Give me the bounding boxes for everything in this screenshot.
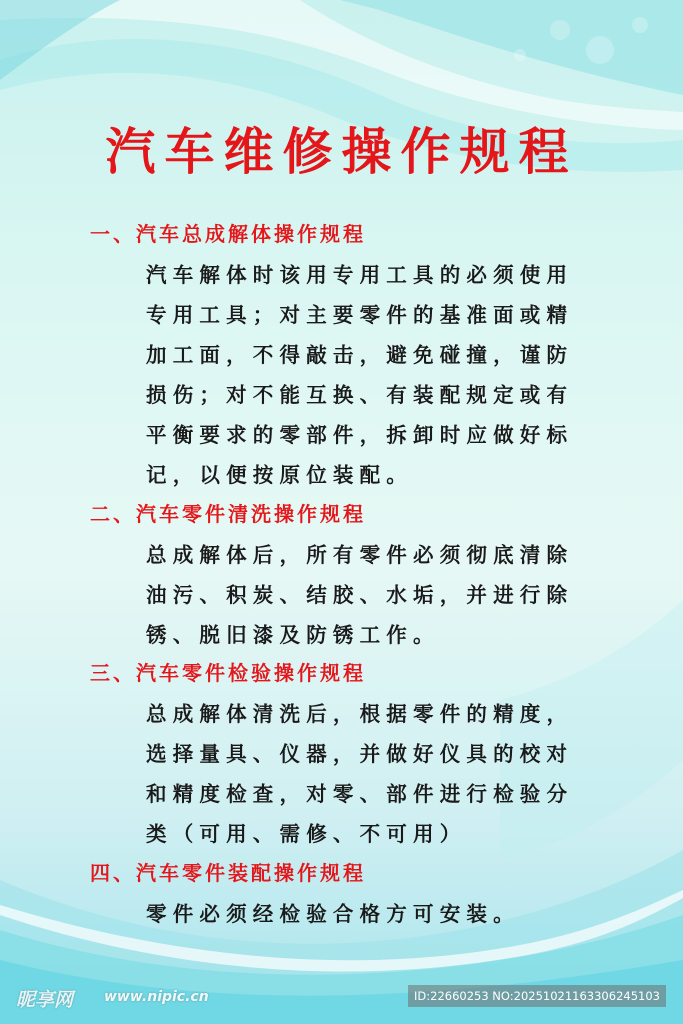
section-1-line-1: 汽车解体时该用专用工具的必须使用 bbox=[146, 263, 574, 287]
section-1-line-2: 专用工具；对主要零件的基准面或精 bbox=[146, 303, 574, 327]
section-heading-1: 一、汽车总成解体操作规程 bbox=[90, 222, 366, 246]
watermark-url: www.nipic.cn bbox=[104, 989, 209, 1005]
section-heading-4: 四、汽车零件装配操作规程 bbox=[90, 861, 366, 885]
section-2-line-2: 油污、积炭、结胶、水垢，并进行除 bbox=[146, 583, 574, 607]
section-heading-3: 三、汽车零件检验操作规程 bbox=[90, 661, 366, 685]
section-2-line-1: 总成解体后，所有零件必须彻底清除 bbox=[146, 543, 574, 567]
section-1-line-6: 记，以便按原位装配。 bbox=[146, 463, 413, 487]
section-3-line-1: 总成解体清洗后，根据零件的精度， bbox=[146, 702, 574, 726]
section-4-line-1: 零件必须经检验合格方可安装。 bbox=[146, 902, 520, 926]
section-3-line-4: 类（可用、需修、不可用） bbox=[146, 822, 467, 846]
section-1-line-3: 加工面，不得敲击，避免碰撞，谨防 bbox=[146, 343, 574, 367]
section-1-line-4: 损伤；对不能互换、有装配规定或有 bbox=[146, 383, 574, 407]
section-1-line-5: 平衡要求的零部件，拆卸时应做好标 bbox=[146, 423, 574, 447]
watermark-logo: 昵享网 bbox=[16, 989, 74, 1011]
poster-title: 汽车维修操作规程 bbox=[105, 123, 578, 181]
watermark-id: ID:22660253 NO:20251021163306245103 bbox=[408, 985, 666, 1007]
section-3-line-2: 选择量具、仪器，并做好仪具的校对 bbox=[146, 742, 574, 766]
section-2-line-3: 锈、脱旧漆及防锈工作。 bbox=[146, 623, 440, 647]
section-heading-2: 二、汽车零件清洗操作规程 bbox=[90, 502, 366, 526]
section-3-line-3: 和精度检查，对零、部件进行检验分 bbox=[146, 782, 574, 806]
